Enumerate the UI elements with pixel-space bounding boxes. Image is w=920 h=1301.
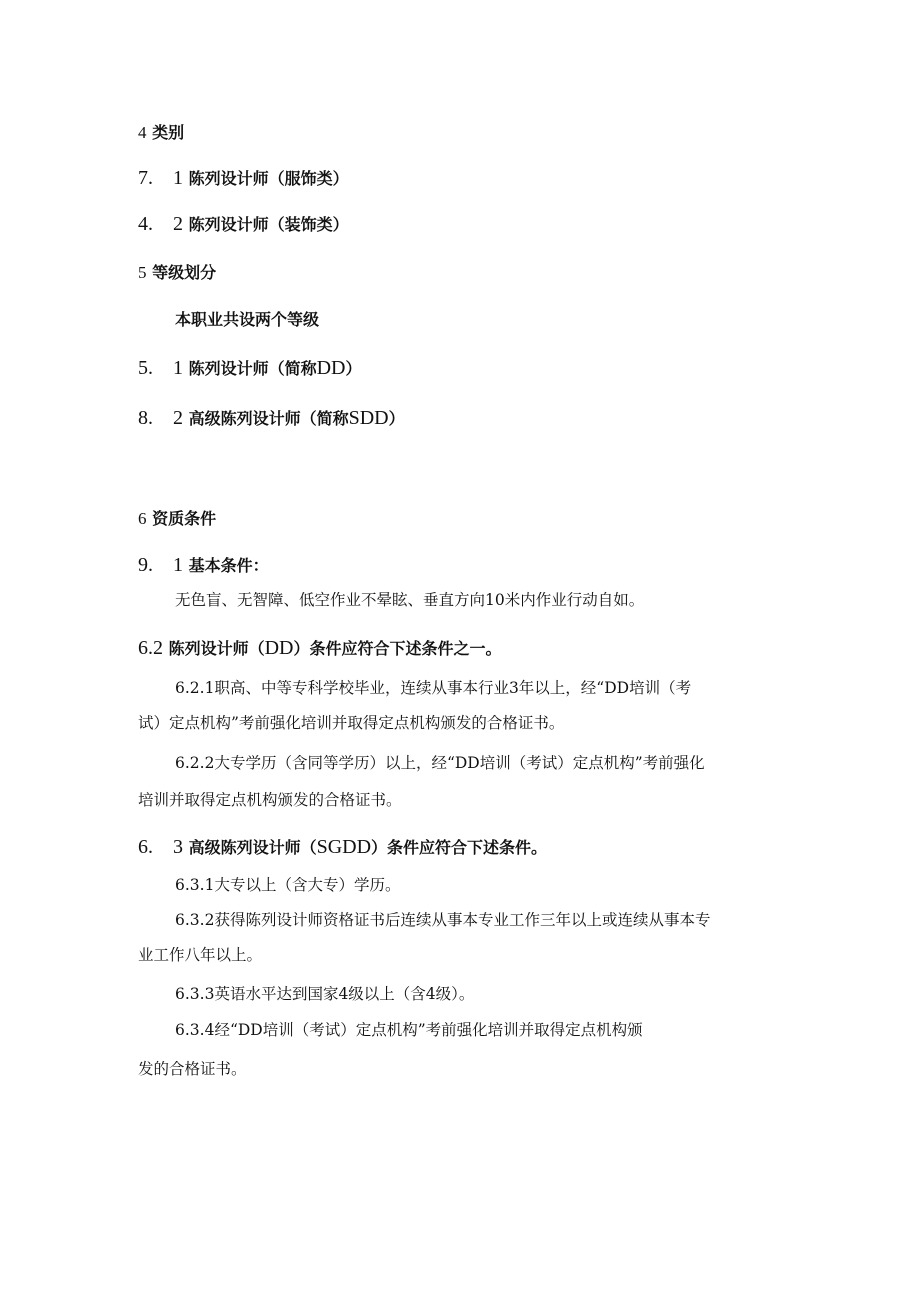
section-title: 陈列设计师（装饰类）	[188, 215, 349, 234]
section-number: 9. 1	[138, 554, 183, 576]
section-title-rest: ）条件应符合下述条件之一。	[293, 639, 502, 658]
clause-6-3-1: 6.3.1大专以上（含大专）学历。	[175, 876, 401, 894]
section-title: 陈列设计师（简称	[188, 359, 317, 378]
section-5-heading	[138, 264, 216, 281]
section-4-heading	[138, 124, 184, 141]
section-6-1-text: 无色盲、无智障、低空作业不晕眩、垂直方向10米内作业行动自如。	[175, 591, 645, 609]
section-title: 基本条件：	[188, 556, 269, 575]
clause-6-3-4-line-1: 6.3.4经“DD培训（考试）定点机构”考前强化培训并取得定点机构颁	[175, 1021, 643, 1039]
section-number: 5	[138, 263, 147, 282]
section-title: 陈列设计师（服饰类）	[188, 169, 349, 188]
abbreviation: SDD	[348, 407, 389, 429]
closing-paren: ）	[345, 359, 362, 378]
section-6-3-heading	[138, 837, 547, 857]
clause-6-2-1-line-2: 试）定点机构”考前强化培训并取得定点机构颁发的合格证书。	[138, 714, 565, 732]
section-6-1-heading	[138, 555, 269, 575]
section-title-rest: ）条件应符合下述条件。	[371, 838, 548, 857]
section-number: 7. 1	[138, 167, 183, 189]
clause-6-2-1-line-1: 6.2.1职高、中等专科学校毕业，连续从事本行业3年以上，经“DD培训（考	[175, 679, 692, 697]
clause-6-2-2-line-2: 培训并取得定点机构颁发的合格证书。	[138, 791, 402, 809]
section-5-intro: 本职业共设两个等级	[175, 310, 320, 329]
clause-6-2-2-line-1: 6.2.2大专学历（含同等学历）以上，经“DD培训（考试）定点机构”考前强化	[175, 754, 705, 772]
section-title: 陈列设计师（	[168, 639, 265, 658]
clause-6-3-2-line-1: 6.3.2获得陈列设计师资格证书后连续从事本专业工作三年以上或连续从事本专	[175, 911, 711, 929]
section-title: 高级陈列设计师（简称	[188, 409, 349, 428]
section-5-1-heading	[138, 358, 362, 378]
section-number: 6	[138, 509, 147, 528]
section-title: 类别	[152, 123, 185, 142]
abbreviation: SGDD	[316, 836, 372, 858]
clause-6-3-4-line-2: 发的合格证书。	[138, 1060, 247, 1078]
section-4-1-heading	[138, 168, 349, 188]
section-6-2-heading	[138, 638, 502, 658]
clause-6-3-3: 6.3.3英语水平达到国家4级以上（含4级）。	[175, 985, 475, 1003]
section-title: 资质条件	[152, 509, 217, 528]
abbreviation: DD	[264, 637, 294, 659]
section-6-heading	[138, 510, 216, 527]
clause-6-3-2-line-2: 业工作八年以上。	[138, 946, 263, 964]
section-number: 6.2	[138, 637, 163, 659]
section-number: 5. 1	[138, 357, 183, 379]
section-number: 8. 2	[138, 407, 183, 429]
abbreviation: DD	[316, 357, 346, 379]
section-4-2-heading	[138, 214, 349, 234]
section-number: 4. 2	[138, 213, 183, 235]
section-5-2-heading	[138, 408, 405, 428]
section-number: 4	[138, 123, 147, 142]
section-title: 高级陈列设计师（	[188, 838, 317, 857]
section-number: 6. 3	[138, 836, 183, 858]
closing-paren: ）	[388, 409, 405, 428]
section-title: 等级划分	[152, 263, 217, 282]
